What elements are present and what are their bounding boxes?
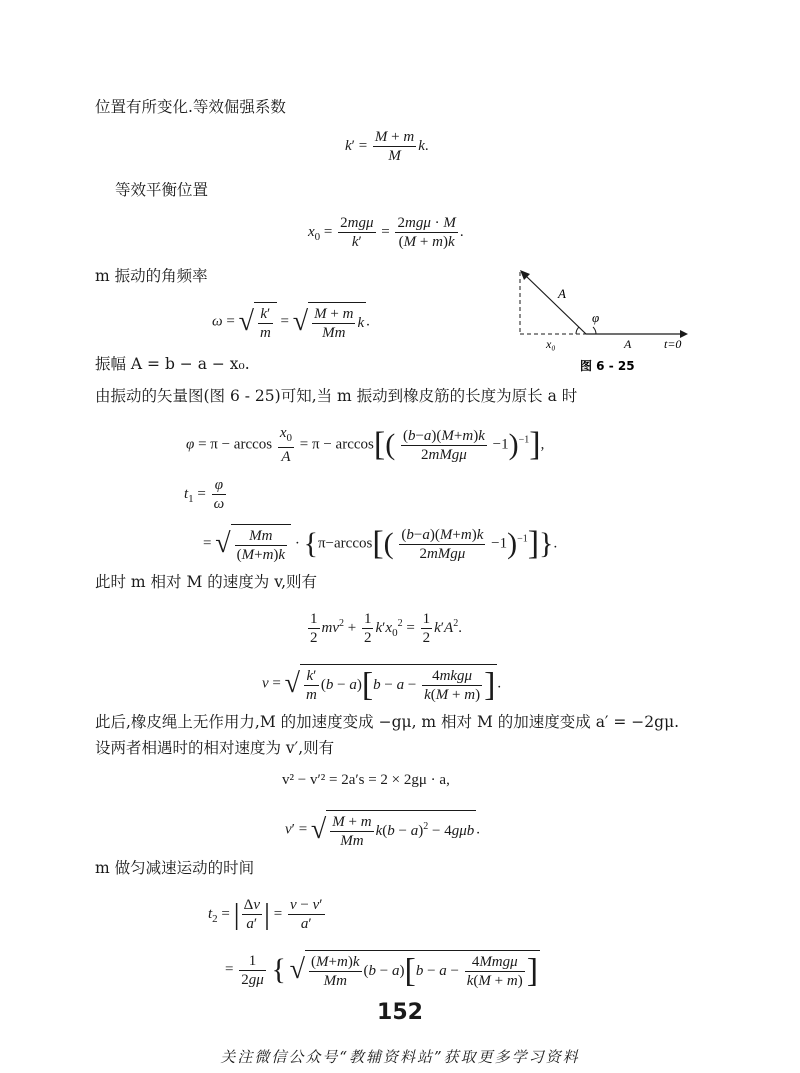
equation-x0: $x_0$ = $\frac{\text{2mgμ}}{k'}$ = $\frac{\text{2mgμ · M}}{(M + m)k}$ . <box>308 215 464 250</box>
figure-caption: 图 6 - 25 <box>580 359 635 373</box>
equation-t1-expanded: = √ $\frac{Mm}{(M+m)k}$ · {π−arccos[( $\frac{(b-a)(M+m)k}{\text{2mMgμ}}$ −1)$^{-1}$]}. <box>203 525 558 563</box>
text-line-2: 等效平衡位置 <box>115 181 209 199</box>
footer-watermark-text: 关注微信公众号“教辅资料站”获取更多学习资料 <box>220 1048 580 1066</box>
text-line-5: 由振动的矢量图(图 6 - 25)可知,当 m 振动到橡皮筋的长度为原长 a 时 <box>95 387 578 405</box>
text-line-7: 此后,橡皮绳上无作用力,M 的加速度变成 −gμ, m 相对 M 的加速度变成 a′ = −2gμ. <box>95 713 680 731</box>
equation-omega: ω = √ $\frac{k'}{m}$ = √ $\frac{M + m}{Mm}$ k . <box>212 302 370 342</box>
label-A-base: A <box>624 337 632 351</box>
equation-v-prime: v′ = √ $\frac{M + m}{Mm}$ $k(b - a)^2 - 4g\mu b$ . <box>285 810 480 850</box>
text-line-9: m 做匀减速运动的时间 <box>95 859 255 877</box>
equation-t1: $t_1$ = $\frac{\varphi}{\omega}$ <box>184 477 225 512</box>
amplitude-vector-line <box>526 276 586 334</box>
text-line-4: 振幅 A = b − a − x₀. <box>95 355 250 373</box>
text-line-3: m 振动的角频率 <box>95 267 208 285</box>
vector-diagram-figure <box>508 264 700 376</box>
equation-k-prime: k′ = $\frac{M + m}{M}$ k. <box>345 129 429 164</box>
text-line-6: 此时 m 相对 M 的速度为 v,则有 <box>95 573 318 591</box>
label-t0: t=0 <box>664 337 682 351</box>
text-line-8: 设两者相遇时的相对速度为 v′,则有 <box>95 739 335 757</box>
label-phi: φ <box>592 310 600 325</box>
equation-v: v = √ $\frac{k'}{m}$ (b − a)[b − a − $\frac{\text{4mkgμ}}{k(M + m)}$ ] . <box>262 664 501 704</box>
equation-kinematics: v² − v′² = 2a′s = 2 × 2gμ · a, <box>282 772 450 788</box>
equation-t2-expanded: = $\frac{1}{2g\mu}$ { √ $\frac{(M+m)k}{Mm}$ (b − a)[b − a − $\frac{\text{4Mmgμ}}{k(M + m)}$ ] <box>225 950 540 990</box>
equation-t2: $t_2$ = | $\frac{\Delta v}{a'}$ | = $\frac{v - v'}{a'}$ <box>208 897 323 932</box>
text-line-1: 位置有所变化.等效倔强系数 <box>95 98 286 116</box>
page-number: 152 <box>377 1000 423 1025</box>
equation-energy: $\frac{1}{2}$ $mv^2$ + $\frac{1}{2}$ $k'x_0^2$ = $\frac{1}{2}$ $k'A^2$. <box>310 611 462 646</box>
equation-phi: φ = π − arccos $\frac{x_0}{A}$ = π − arccos[( $\frac{(b-a)(M+m)k}{\text{2mMgμ}}$ −1)$^{-1}$], <box>186 425 545 465</box>
label-A-hypotenuse: A <box>558 286 566 301</box>
label-x0: x₀ <box>546 337 556 351</box>
angle-arc-outer <box>593 327 596 334</box>
angle-arc <box>576 327 579 334</box>
